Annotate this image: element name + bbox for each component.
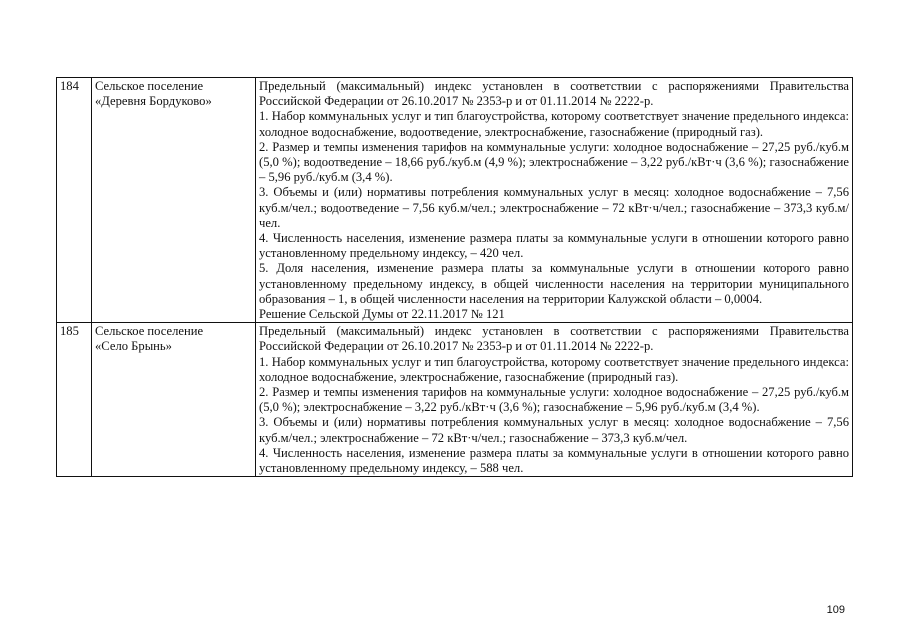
settlement-name: «Деревня Бордуково» [95,94,212,109]
paragraph-council-decision: Решение Сельской Думы от 22.11.2017 № 121 [259,307,505,322]
paragraph-population: 4. Численность населения, изменение размера платы за коммунальные услуги в отношении которого равно установленному предельному индексу, – 420 чел. [259,231,849,261]
paragraph-legal-basis: Предельный (максимальный) индекс установлен в соответствии с распоряжениями Правительства Российской Федерации от 26.10.2017 № 2353-р и от 01.11.2014 № 2222-р. [259,324,849,354]
paragraph-population: 4. Численность населения, изменение размера платы за коммунальные услуги в отношении которого равно установленному предельному индексу, – 588 чел. [259,445,849,476]
row-number-cell [57,78,92,323]
settlement-type: Сельское поселение [95,79,204,93]
paragraph-consumption-norms: 3. Объемы и (или) нормативы потребления коммунальных услуг в месяц: холодное водоснабжение – 7,56 куб.м/чел.; водоотведение – 7,56 куб.м/чел.; электроснабжение – 72 кВт·ч/чел.; газоснабжение – 373,3 куб.м/чел. [259,185,849,230]
settlement-type: Сельское поселение [95,324,204,339]
tariff-index-table [56,77,853,477]
paragraph-tariffs: 2. Размер и темпы изменения тарифов на коммунальные услуги: холодное водоснабжение – 27,25 руб./куб.м (5,0 %); электроснабжение – 3,22 руб./кВт·ч (3,6 %); газоснабжение – 5,96 руб./куб.м (3,4 %). [259,385,849,415]
index-description-cell [256,78,853,323]
paragraph-services-set: 1. Набор коммунальных услуг и тип благоустройства, которому соответствует значение предельного индекса: холодное водоснабжение, водоотведение, электроснабжение, газоснабжение (природный газ). [259,109,849,139]
paragraph-legal-basis: Предельный (максимальный) индекс установлен в соответствии с распоряжениями Правительства Российской Федерации от 26.10.2017 № 2353-р и от 01.11.2014 № 2222-р. [259,79,849,109]
settlement-name: «Село Брынь» [95,339,172,354]
paragraph-consumption-norms: 3. Объемы и (или) нормативы потребления коммунальных услуг в месяц: холодное водоснабжение – 7,56 куб.м/чел.; электроснабжение – 72 кВт·ч/чел.; газоснабжение – 373,3 куб.м/чел. [259,415,849,445]
row-number-cell [57,323,92,477]
page-number: 109 [826,604,845,616]
row-number: 184 [60,79,79,93]
paragraph-tariffs: 2. Размер и темпы изменения тарифов на коммунальные услуги: холодное водоснабжение – 27,25 руб./куб.м (5,0 %); водоотведение – 18,66 руб./куб.м (4,9 %); электроснабжение – 3,22 руб./кВт·ч (3,6 %); газоснабжение – 5,96 руб./куб.м (3,4 %). [259,139,849,185]
table-row-185 [57,323,853,477]
index-description-cell [256,323,853,477]
settlement-name-cell [92,323,256,477]
paragraph-services-set: 1. Набор коммунальных услуг и тип благоустройства, которому соответствует значение предельного индекса: холодное водоснабжение, электроснабжение, газоснабжение (природный газ). [259,354,849,384]
paragraph-population-share: 5. Доля населения, изменение размера платы за коммунальные услуги в отношении которого равно установленному предельному индексу, в общей численности населения на территории муниципального образования – 1, в общей численности населения на территории Калужской области – 0,0004. [259,261,849,306]
table-row-184 [57,78,853,323]
row-number: 185 [60,324,79,339]
settlement-name-cell [92,78,256,323]
